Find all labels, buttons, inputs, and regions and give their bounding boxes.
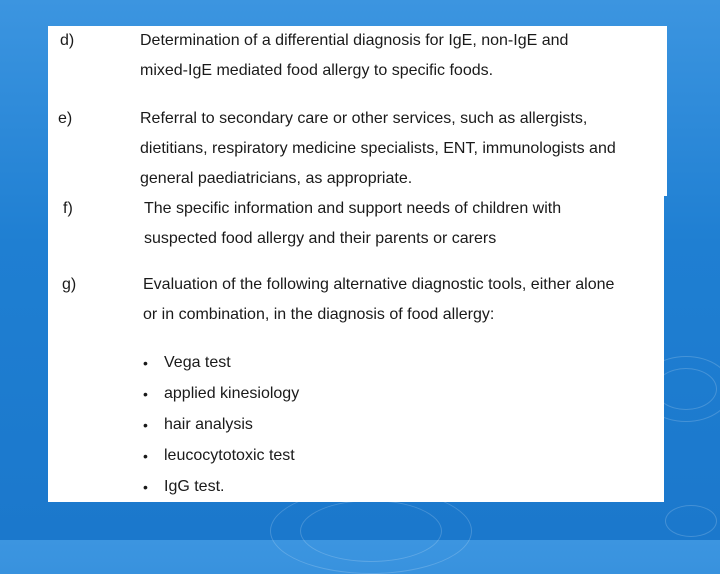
item-text-line: Referral to secondary care or other services, such as allergists, [140,110,588,127]
item-letter: f) [63,200,73,217]
item-text-line: mixed-IgE mediated food allergy to specific foods. [140,62,494,79]
item-text-line: general paediatricians, as appropriate. [140,170,413,187]
bullet-item: Vega test [164,354,231,371]
item-text-line: or in combination, in the diagnosis of food allergy: [143,306,495,323]
bullet-dot-icon: • [143,417,148,433]
item-text-line: dietitians, respiratory medicine specialists, ENT, immunologists and [140,140,616,157]
item-letter: e) [58,110,73,127]
bullet-item: applied kinesiology [164,385,300,402]
item-text-line: Evaluation of the following alternative diagnostic tools, either alone [143,276,615,293]
bullet-dot-icon: • [143,448,148,464]
bullet-dot-icon: • [143,386,148,402]
bullet-item: hair analysis [164,416,253,433]
item-text-line: The specific information and support needs of children with [144,200,562,217]
bullet-dot-icon: • [143,355,148,371]
document-panel-top [48,26,667,196]
bullet-dot-icon: • [143,479,148,495]
bullet-item: leucocytotoxic test [164,447,295,464]
ripple-decoration [665,505,717,537]
item-letter: g) [62,276,77,293]
item-text-line: Determination of a differential diagnosis for IgE, non-IgE and [140,32,569,49]
item-letter: d) [60,32,75,49]
document-panel-bottom [48,196,664,502]
item-text-line: suspected food allergy and their parents or carers [144,230,497,247]
bullet-item: IgG test. [164,478,225,495]
